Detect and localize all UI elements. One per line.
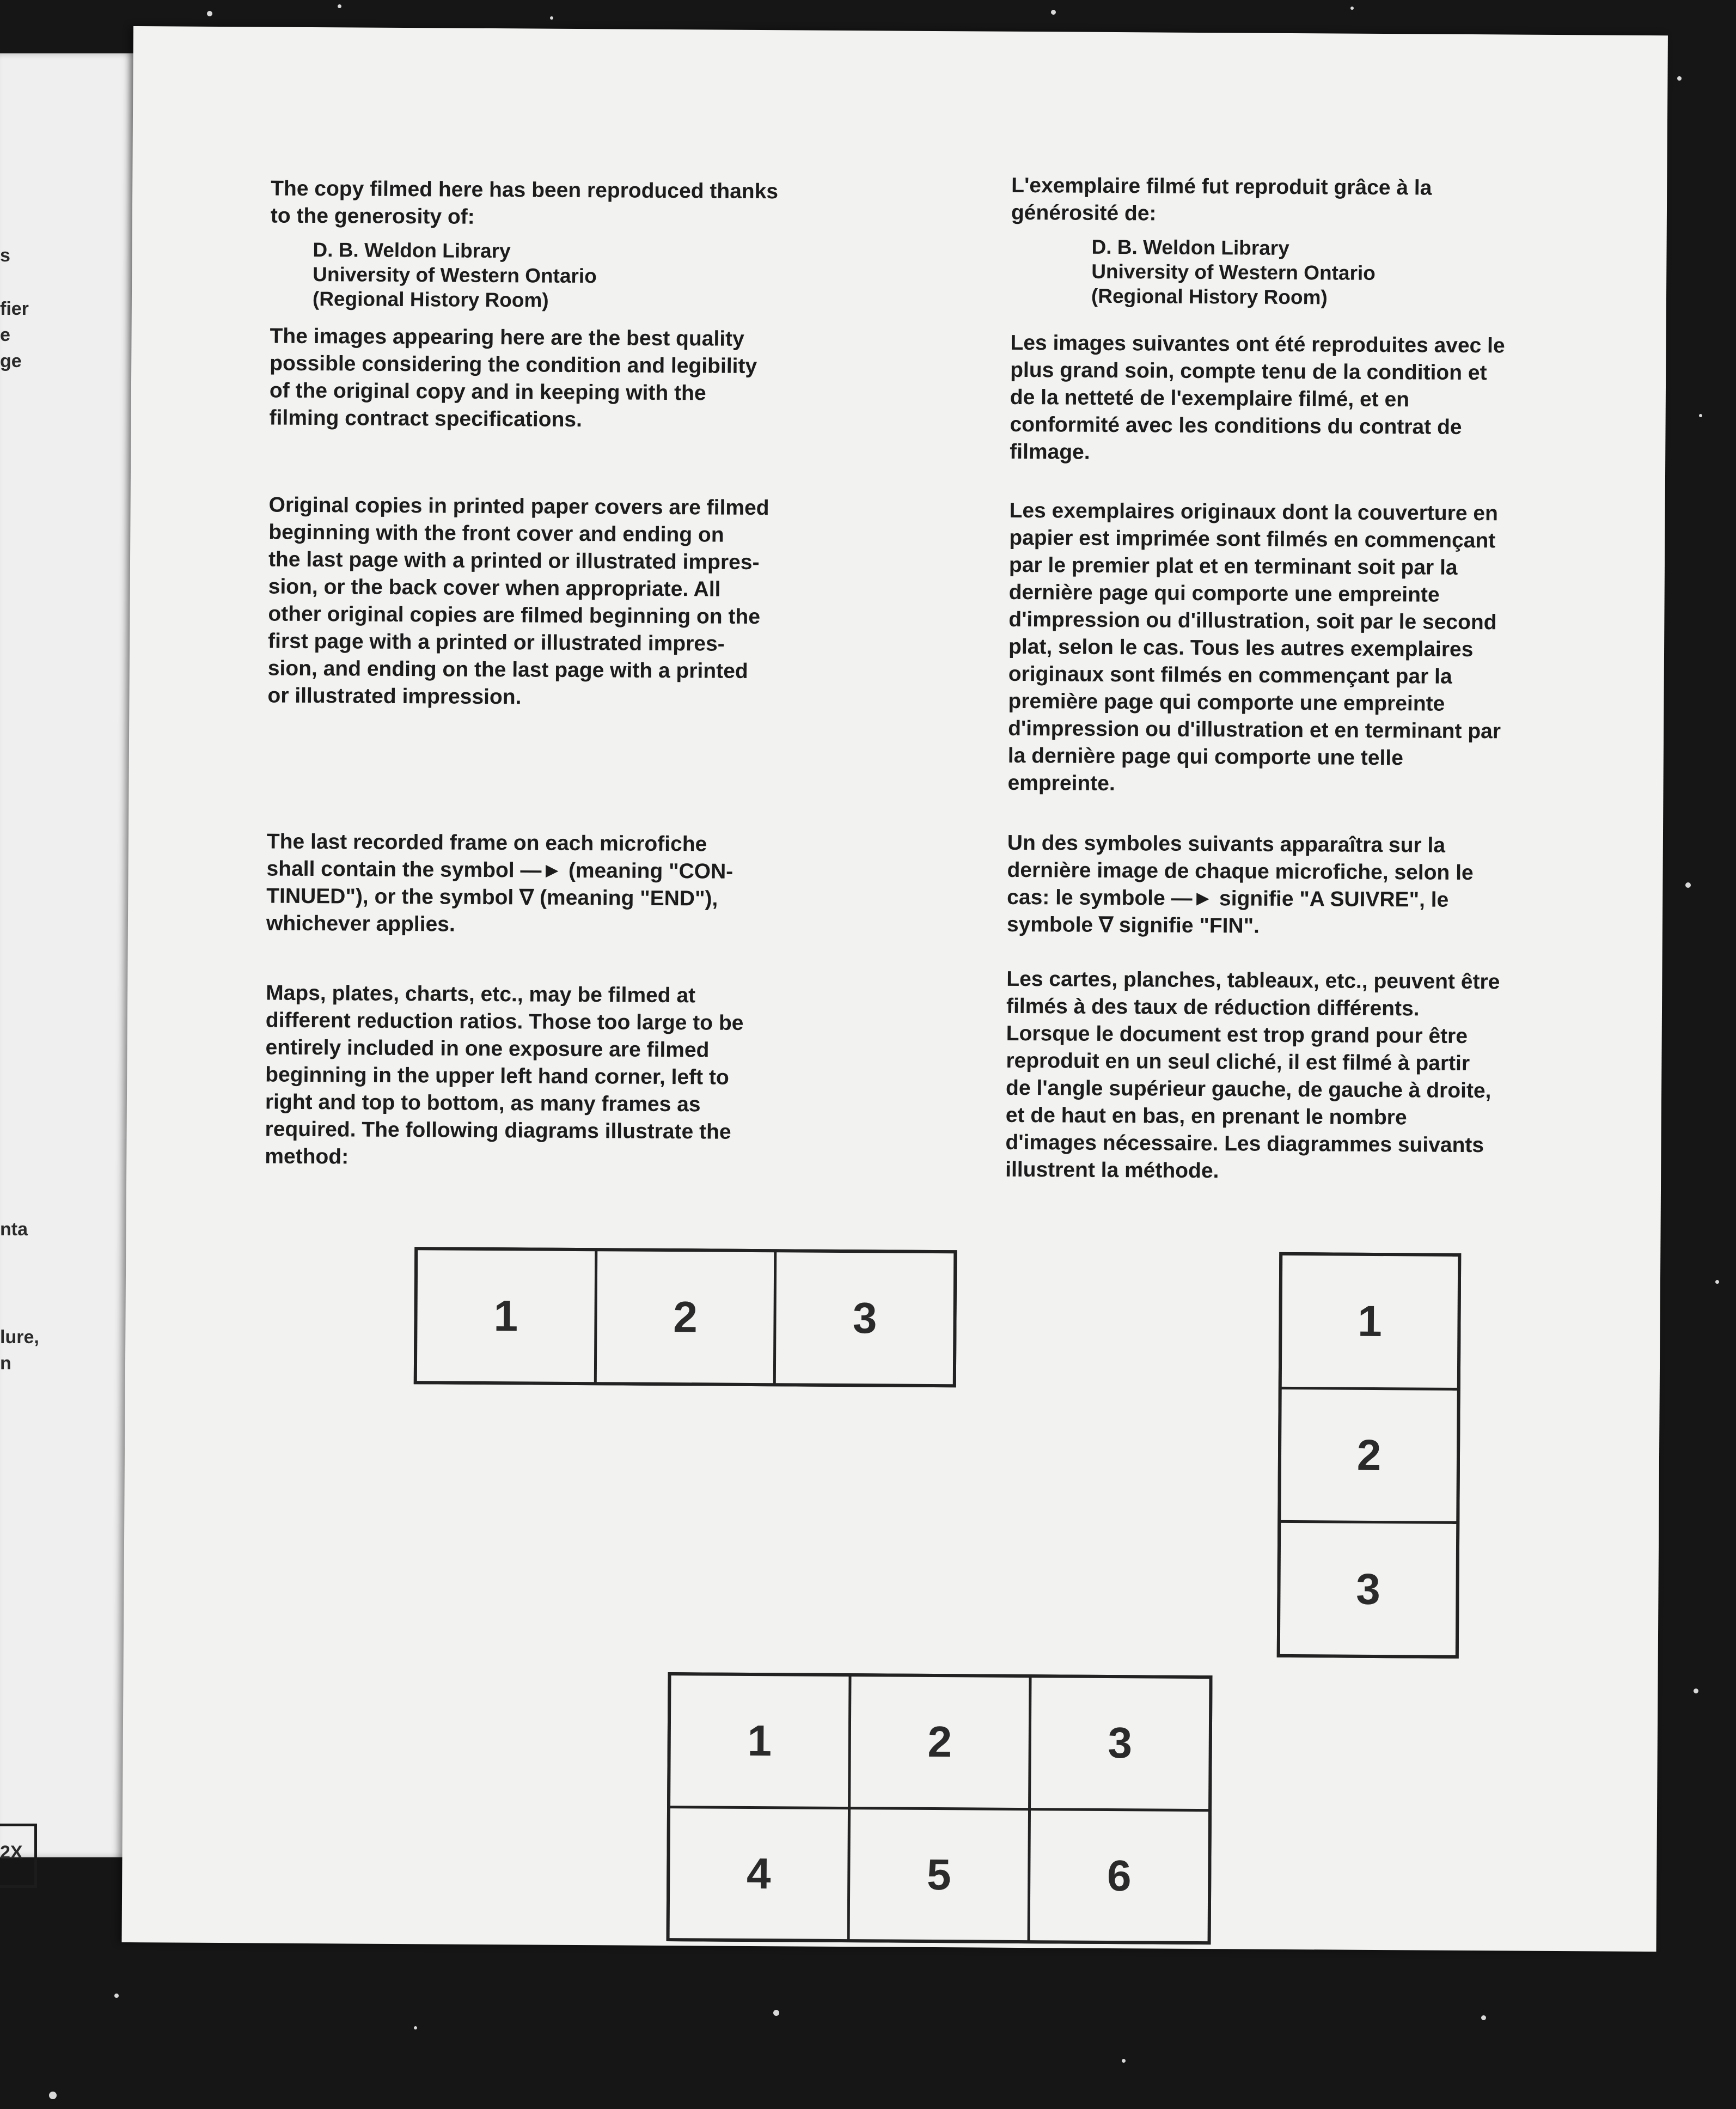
english-library-address: D. B. Weldon Library University of Western Ontario (Regional History Room) [312,239,597,312]
diagram-horizontal [414,1247,957,1387]
fragment-6: lure, [0,1327,39,1348]
english-maps-paragraph: Maps, plates, charts, etc., may be filmed at different reduction ratios. Those too large to be entirely included in one exposure are filmed beginning in the upper left hand corner, left to right and top to bottom, as many frames as required. The following diagrams illustrate the method: [265,981,744,1169]
frame-cell: 1 [670,1675,848,1806]
french-column [1005,172,1654,1187]
french-library-address: D. B. Weldon Library University of Western Ontario (Regional History Room) [1091,235,1376,309]
frame-cell: 3 [1280,1523,1456,1655]
fragment-7: n [0,1353,11,1374]
diagram-grid [667,1672,1213,1945]
french-maps-paragraph: Les cartes, planches, tableaux, etc., peuvent être filmés à des taux de réduction différents. Lorsque le document est trop grand pour être reproduit en un seul cliché, il est filmé à partir de l'angle supérieur gauche, de gauche à droite, et de haut en bas, en prenant le nombre d'images nécessaire. Les diagrammes suivants illustrent la méthode. [1005,967,1500,1183]
frame-cell: 3 [776,1252,953,1384]
frame-cell: 2 [851,1677,1029,1807]
frame-cell: 1 [417,1250,595,1382]
english-covers-paragraph: Original copies in printed paper covers are filmed beginning with the front cover and ending on the last page with a printed or illustrated impres- sion, or the back cover when appropriate. All other original copies are filmed beginning on the first page with a printed or illustrated impres- sion, and ending on the last page with a printed or illustrated impression. [267,493,769,709]
frame-cell: 5 [850,1809,1028,1940]
fragment-3: e [0,325,10,345]
english-symbols-paragraph: The last recorded frame on each microfiche shall contain the symbol —► (meaning "CON- TINUED"), or the symbol ∇ (meaning "END"), whichever applies. [266,830,733,936]
fragment-5: nta [0,1219,28,1240]
fragment-2: fier [0,298,29,319]
previous-page-strip [0,53,136,1863]
fragment-8: 2X [0,1842,23,1863]
diagram-vertical [1277,1252,1462,1659]
english-column [265,175,940,1174]
fragment-1: s [0,245,10,266]
french-symbols-paragraph: Un des symboles suivants apparaîtra sur la dernière image de chaque microfiche, selon le cas: le symbole —► signifie "A SUIVRE", le symbole ∇ signifie "FIN". [1006,831,1474,938]
french-quality-paragraph: Les images suivantes ont été reproduites avec le plus grand soin, compte tenu de la condition et de la netteté de l'exemplaire filmé, et en conformité avec les conditions du contrat de filmage. [1010,331,1505,464]
frame-cell: 1 [1282,1255,1458,1388]
frame-cell: 2 [596,1251,774,1383]
document-page [122,26,1668,1952]
french-covers-paragraph: Les exemplaires originaux dont la couverture en papier est imprimée sont filmés en commençant par le premier plat et en terminant soit par la dernière page qui comporte une empreinte d'impression ou d'illustration, soit par le second plat, selon le cas. Tous les autres exemplaires originaux sont filmés en commençant par la première page qui comporte une empreinte d'impression ou d'illustration et en terminant par la dernière page qui comporte une telle empreinte. [1007,498,1501,796]
english-quality-paragraph: The images appearing here are the best quality possible considering the condition and legibility of the original copy and in keeping with the filming contract specifications. [269,324,757,432]
french-intro: L'exemplaire filmé fut reproduit grâce à la générosité de: [1011,173,1432,225]
frame-cell: 2 [1281,1389,1457,1522]
frame-cell: 6 [1030,1811,1208,1941]
fragment-4: ge [0,351,22,371]
frame-cell: 3 [1031,1678,1209,1808]
frame-cell: 4 [670,1808,848,1939]
english-intro: The copy filmed here has been reproduced thanks to the generosity of: [270,176,779,229]
